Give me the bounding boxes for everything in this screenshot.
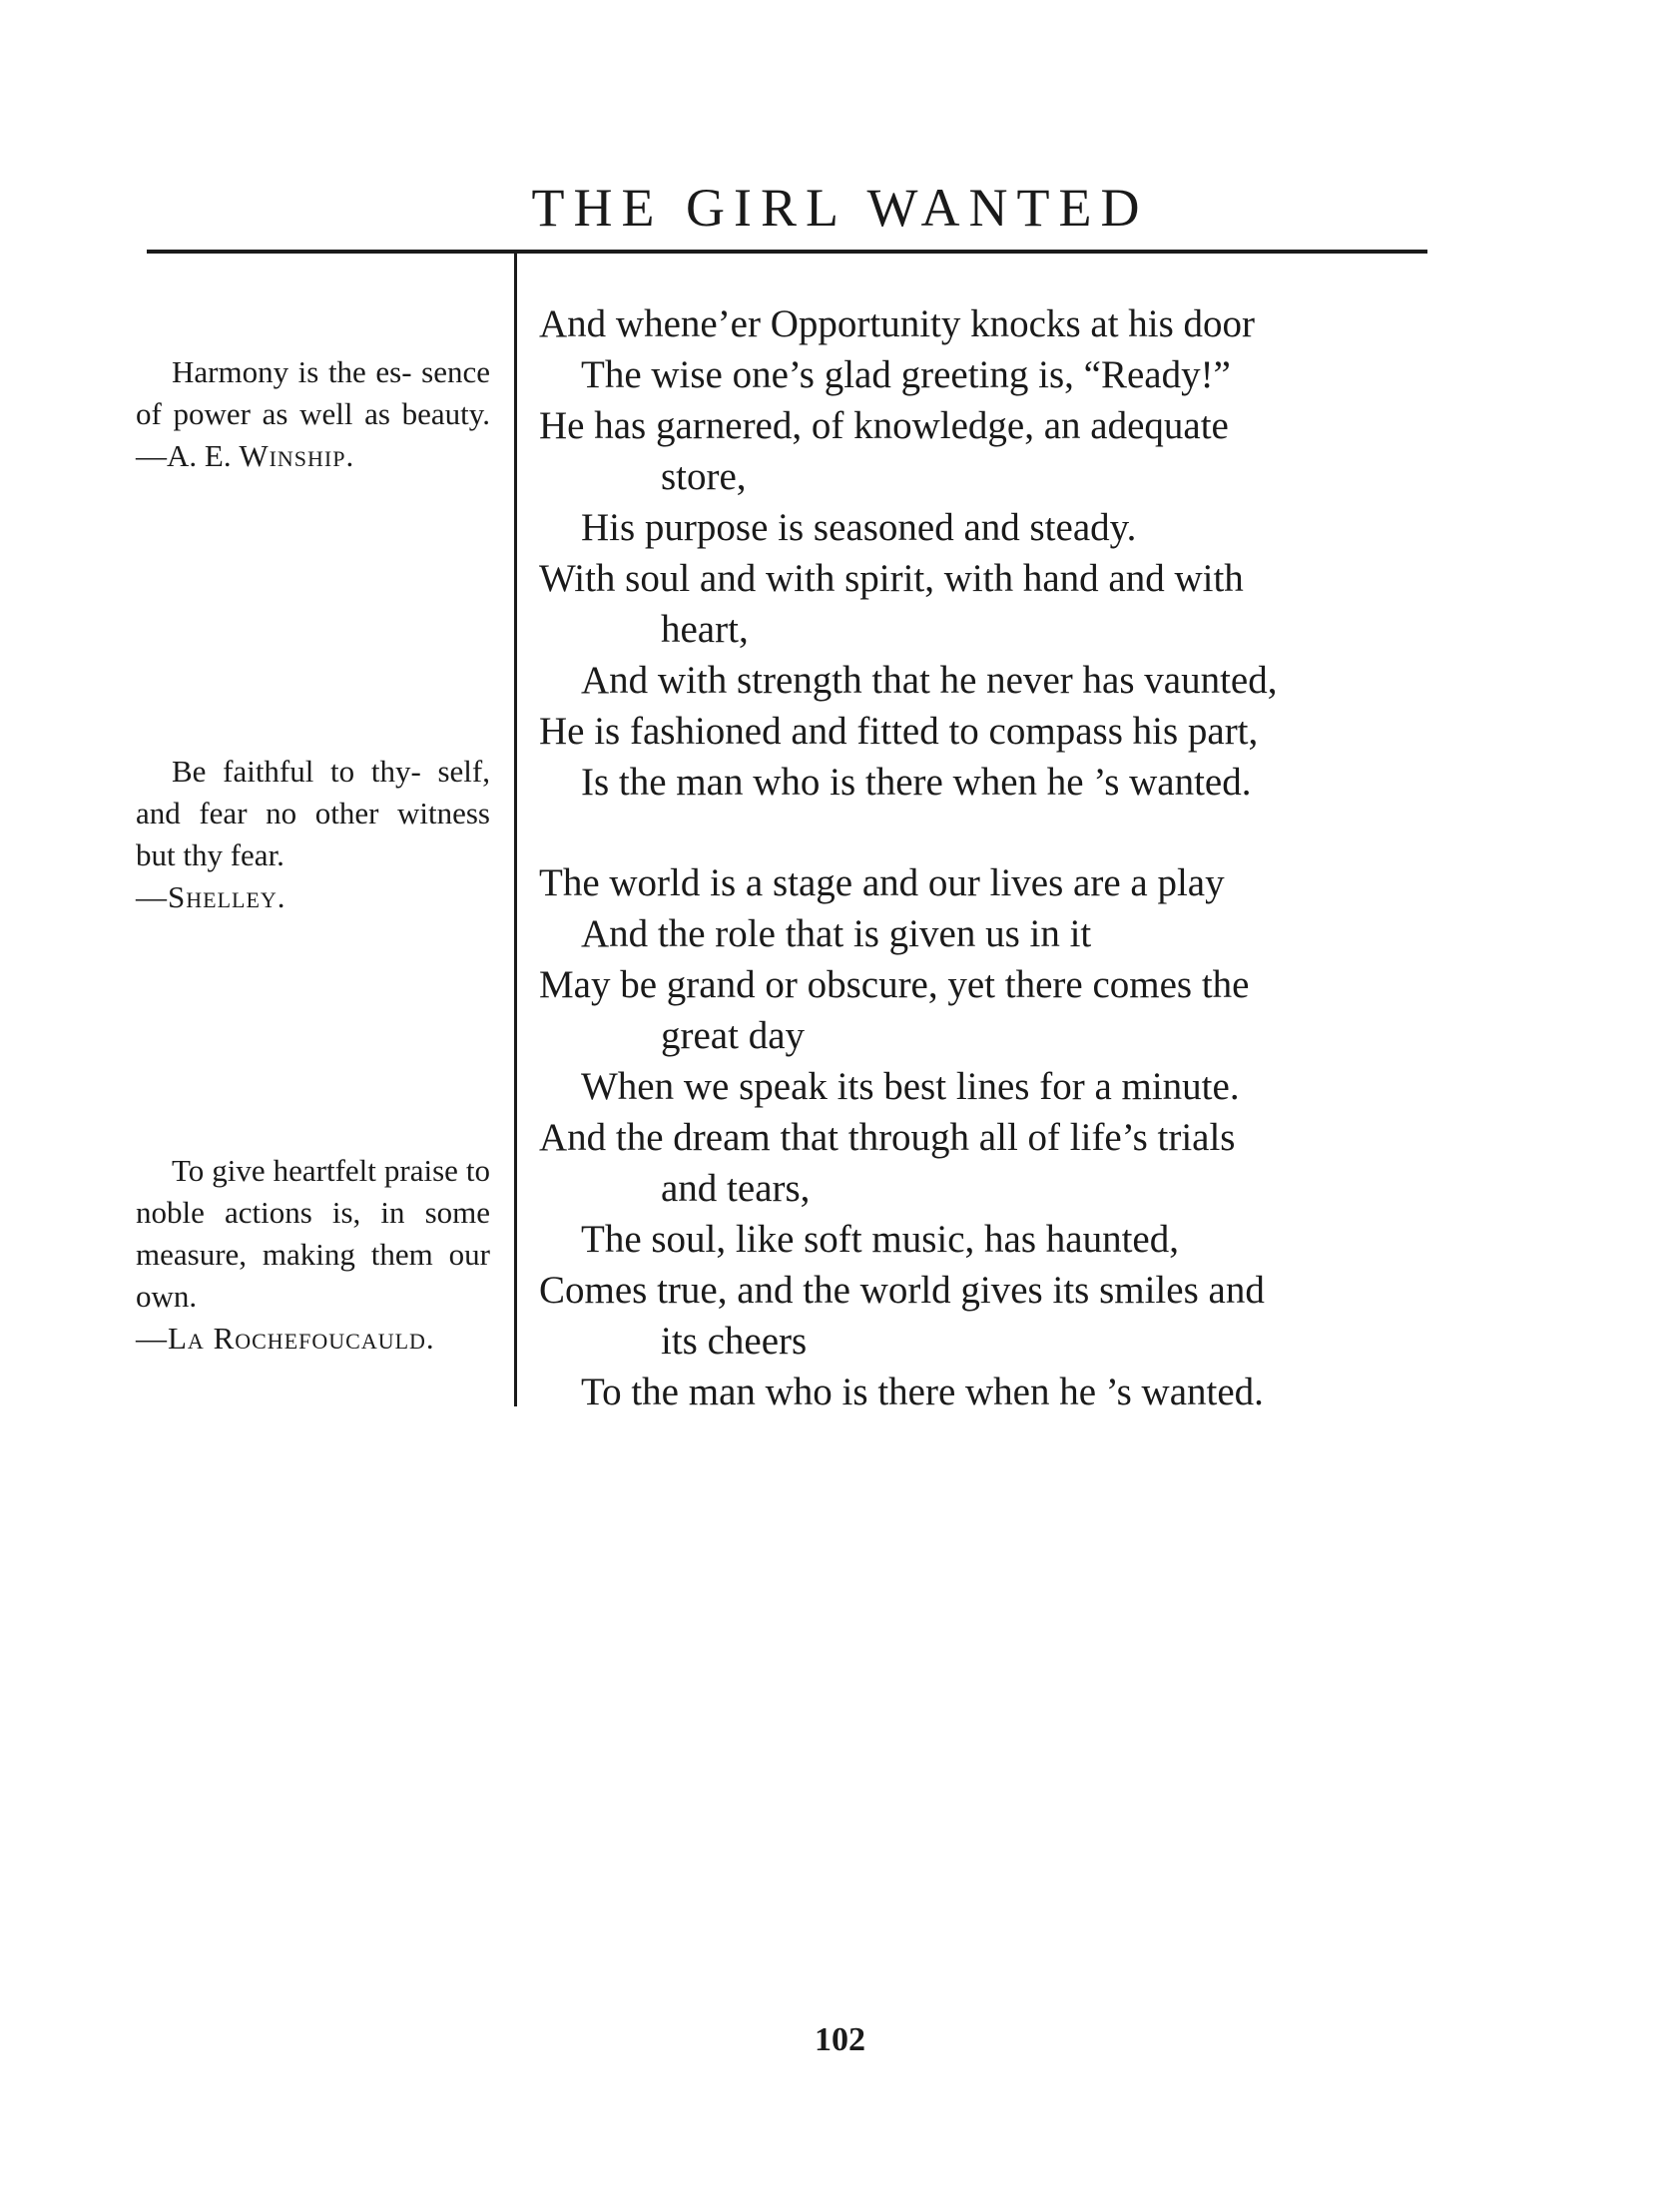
poem-line: And the dream that through all of life’s trials	[539, 1116, 1236, 1159]
poem-line: great day	[661, 1014, 806, 1057]
poem-line: The wise one’s glad greeting is, “Ready!”	[581, 353, 1231, 396]
quote-text: Harmony is the es- sence of power as well as beauty.—A. E.	[136, 354, 490, 473]
poem-line: May be grand or obscure, yet there comes the	[539, 963, 1250, 1006]
poem-line: Comes true, and the world gives its smiles and	[539, 1269, 1265, 1312]
poem-line: store,	[661, 455, 747, 498]
poem-line: He has garnered, of knowledge, an adequate	[539, 404, 1229, 447]
quote-author: —Shelley.	[136, 879, 286, 914]
quote-author: —La Rochefoucauld.	[136, 1321, 435, 1356]
poem-line: And the role that is given us in it	[581, 912, 1092, 955]
poem-line: The world is a stage and our lives are a play	[539, 861, 1225, 904]
quote-text: To give heartfelt praise to noble actions is, in some measure, making them our own.	[136, 1153, 490, 1314]
poem-line: With soul and with spirit, with hand and with	[539, 557, 1244, 600]
poem-line: its cheers	[661, 1320, 808, 1363]
sidebar-quote	[136, 751, 490, 918]
running-title: THE GIRL WANTED	[531, 178, 1149, 238]
poem-line: To the man who is there when he ’s wanted.	[581, 1371, 1264, 1413]
poem-line: and tears,	[661, 1167, 811, 1210]
poem-line: Is the man who is there when he ’s wanted.	[581, 761, 1252, 804]
poem-line: His purpose is seasoned and steady.	[581, 506, 1137, 549]
poem-line: heart,	[661, 608, 749, 651]
sidebar-quote	[136, 1150, 490, 1360]
poem-line: The soul, like soft music, has haunted,	[581, 1218, 1179, 1261]
poem-line: When we speak its best lines for a minute.	[581, 1065, 1240, 1108]
quote-text: Be faithful to thy- self, and fear no other witness but thy fear.	[136, 754, 490, 872]
sidebar-quote	[136, 351, 490, 477]
header-rule	[147, 250, 1427, 254]
poem-line: He is fashioned and fitted to compass his part,	[539, 710, 1259, 753]
quote-author: Winship.	[239, 438, 355, 473]
page-number: 102	[815, 2021, 865, 2058]
column-divider	[514, 252, 517, 1406]
poem-line: And with strength that he never has vaunted,	[581, 659, 1278, 702]
poem-line: And whene’er Opportunity knocks at his door	[539, 302, 1256, 345]
